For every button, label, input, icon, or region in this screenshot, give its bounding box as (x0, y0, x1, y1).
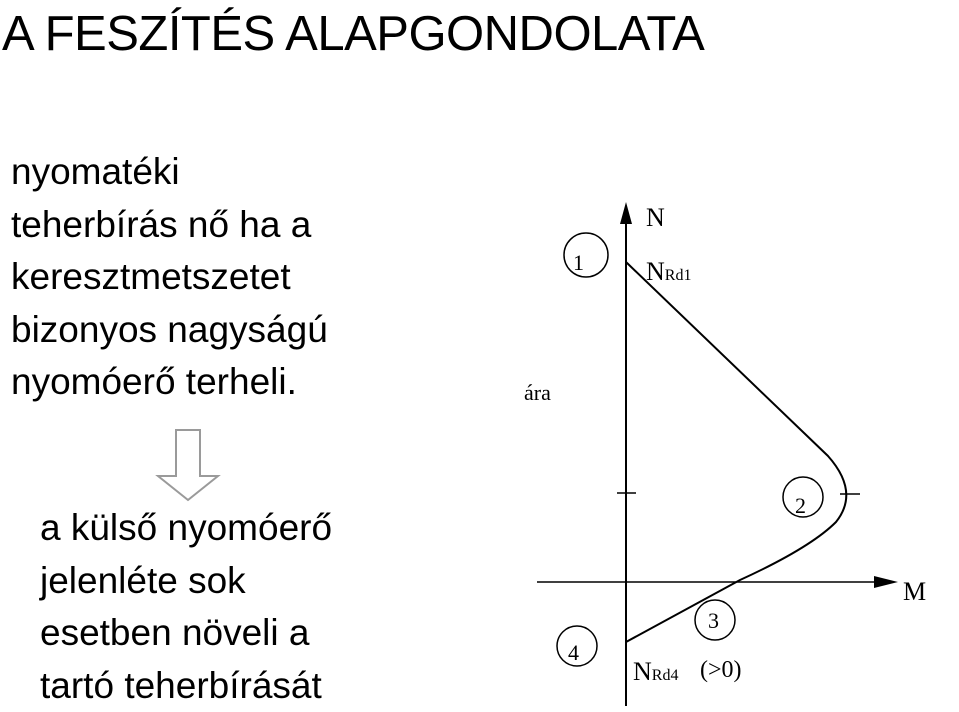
nrd4-subscript: Rd4 (652, 667, 679, 684)
n-axis-label: N (646, 203, 665, 232)
down-arrow-icon (154, 428, 222, 502)
nrd1-main: N (646, 257, 665, 286)
page-title: A FESZÍTÉS ALAPGONDOLATA (2, 4, 704, 64)
point-label-2: 2 (795, 493, 806, 518)
text-line: teherbírás nő ha a (11, 199, 328, 252)
text-block-2 (40, 502, 332, 712)
text-line: nyomóerő terheli. (11, 356, 328, 409)
nrd4-label (633, 657, 678, 686)
text-line: bizonyos nagyságú (11, 304, 328, 357)
text-block-1 (11, 146, 328, 409)
interaction-curve (626, 262, 846, 642)
m-axis-label: M (903, 577, 926, 606)
nrd1-subscript: Rd1 (665, 267, 692, 284)
nrd4-main: N (633, 657, 652, 686)
point-label-1: 1 (573, 250, 584, 275)
n-axis-arrow-icon (620, 202, 632, 224)
text-line: tartó teherbírását (40, 660, 332, 712)
point-label-4: 4 (568, 640, 579, 665)
interaction-diagram (515, 190, 959, 711)
partial-label: ára (524, 380, 551, 405)
text-line: esetben növeli a (40, 607, 332, 660)
point-circle-1 (564, 233, 608, 277)
text-line: a külső nyomóerő (40, 502, 332, 555)
nrd4-suffix: (>0) (700, 657, 742, 683)
text-line: keresztmetszetet (11, 251, 328, 304)
point-label-3: 3 (708, 608, 719, 633)
text-line: nyomatéki (11, 146, 328, 199)
text-line: jelenléte sok (40, 555, 332, 608)
m-axis-arrow-icon (874, 576, 898, 588)
nrd1-label (646, 257, 691, 286)
